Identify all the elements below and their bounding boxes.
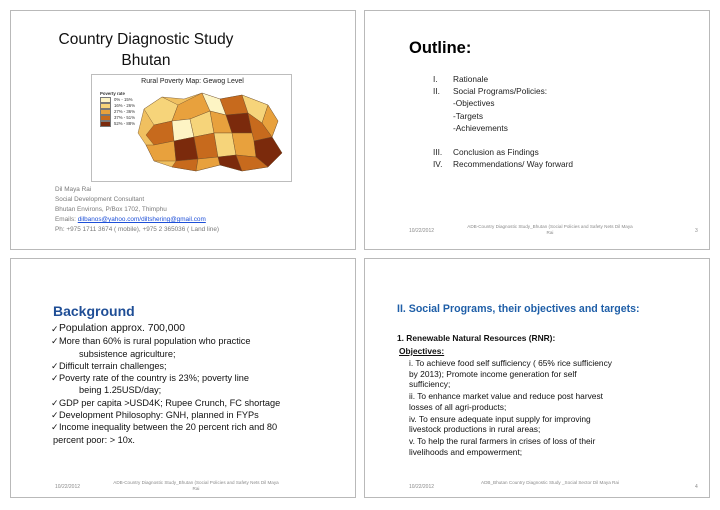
slide1-title	[51, 29, 241, 71]
check-icon: ✓	[51, 336, 59, 347]
programs-title: II. Social Programs, their objectives and targets:	[397, 303, 640, 315]
author-name: Dil Maya Rai	[55, 186, 92, 193]
list-item: ii. To enhance market value and reduce post harvest losses of all agri-products;	[409, 391, 603, 412]
author-address: Bhutan Environs, P/Box 1702, Thimphu	[55, 206, 167, 213]
list-item: ✓ Income inequality between the 20 percent rich and 80	[51, 422, 278, 433]
list-item: ✓ GDP per capita >USD4K; Rupee Crunch, FC shortage	[51, 397, 281, 408]
slide-outline	[364, 10, 710, 250]
map-legend	[100, 91, 135, 127]
check-icon: ✓	[51, 397, 59, 408]
legend-item: 37% - 51%	[100, 115, 135, 121]
emails-label: Emails:	[55, 216, 76, 223]
list-item: v. To help the rural farmers in crises of loss of their livelihoods and empowerment;	[409, 435, 596, 457]
list-item: subsistence agriculture;	[79, 348, 176, 359]
list-item: -Objectives	[453, 98, 495, 109]
list-item: percent poor: > 10x.	[53, 434, 135, 445]
footer-title: ADB_Bhutan Country Diagnostic Study _Social Sector Dil Maya Rai	[481, 480, 619, 485]
legend-title: Poverty rate	[100, 91, 125, 96]
slide-title	[10, 10, 356, 250]
footer-title: ADB-Country Diagnostic Study_Bhutan (Social Policies and Safety Nets Dil Maya Rai	[113, 480, 279, 491]
section-heading: 1. Renewable Natural Resources (RNR):	[397, 333, 556, 343]
footer-date: 10/22/2012	[55, 484, 81, 490]
slide-social-programs	[364, 258, 710, 498]
legend-item: 0% - 15%	[100, 97, 135, 103]
check-icon: ✓	[51, 422, 59, 433]
list-item: ✓ Population approx. 700,000	[51, 323, 185, 334]
list-item: i. To achieve food self sufficiency ( 65% rice sufficiency by 2013); Promote income generation for self sufficiency;	[409, 358, 612, 390]
footer-date: 10/22/2012	[409, 228, 435, 234]
check-icon: ✓	[51, 373, 59, 384]
legend-item: 16% - 26%	[100, 103, 135, 109]
list-item: iv. To ensure adequate input supply for improving livestock productions in rural areas;	[409, 413, 591, 435]
title-line-1: Country Diagnostic Study	[58, 31, 234, 48]
author-block	[55, 185, 219, 235]
legend-item: 27% - 36%	[100, 109, 135, 115]
list-item: III. Conclusion as Findings	[433, 147, 539, 158]
list-item: -Targets	[453, 110, 483, 121]
list-item: II. Social Programs/Policies:	[433, 86, 548, 97]
list-item: IV. Recommendations/ Way forward	[433, 159, 574, 170]
objectives-list	[399, 358, 669, 458]
email-link[interactable]: dilbanos@yahoo.com/diltshering@gmail.com	[77, 216, 206, 223]
background-bullets	[51, 323, 351, 446]
outline-list	[433, 73, 573, 170]
check-icon: ✓	[51, 410, 59, 421]
map-title: Rural Poverty Map: Gewog Level	[141, 78, 244, 85]
footer-title: ADB-Country Diagnostic Study_Bhutan (Social Policies and Safety Nets Dil Maya Rai	[467, 224, 633, 235]
page-number: 3	[695, 228, 698, 234]
objectives-label: Objectives:	[399, 346, 445, 356]
list-item: -Achievements	[453, 122, 508, 133]
page-number: 4	[695, 484, 698, 490]
list-item: ✓ Difficult terrain challenges;	[51, 360, 167, 371]
background-title: Background	[53, 303, 135, 319]
list-item: I. Rationale	[433, 74, 489, 84]
title-line-2: Bhutan	[121, 52, 171, 69]
check-icon: ✓	[51, 360, 59, 371]
list-spacer	[433, 134, 573, 146]
list-item: ✓ Development Philosophy: GNH, planned in FYPs	[51, 410, 259, 421]
list-item: ✓ Poverty rate of the country is 23%; poverty line	[51, 373, 249, 384]
poverty-map	[91, 74, 292, 182]
check-icon: ✓	[51, 324, 59, 334]
list-item: ✓ More than 60% is rural population who practice	[51, 336, 251, 347]
list-item: being 1.25USD/day;	[79, 385, 162, 396]
slide-background	[10, 258, 356, 498]
author-emails	[55, 215, 219, 225]
footer-date: 10/22/2012	[409, 484, 435, 490]
author-role: Social Development Consultant	[55, 196, 145, 203]
outline-title: Outline:	[409, 39, 472, 57]
legend-item: 52% - 88%	[100, 121, 135, 127]
author-phone: Ph: +975 1711 3674 ( mobile), +975 2 365036 ( Land line)	[55, 226, 220, 233]
